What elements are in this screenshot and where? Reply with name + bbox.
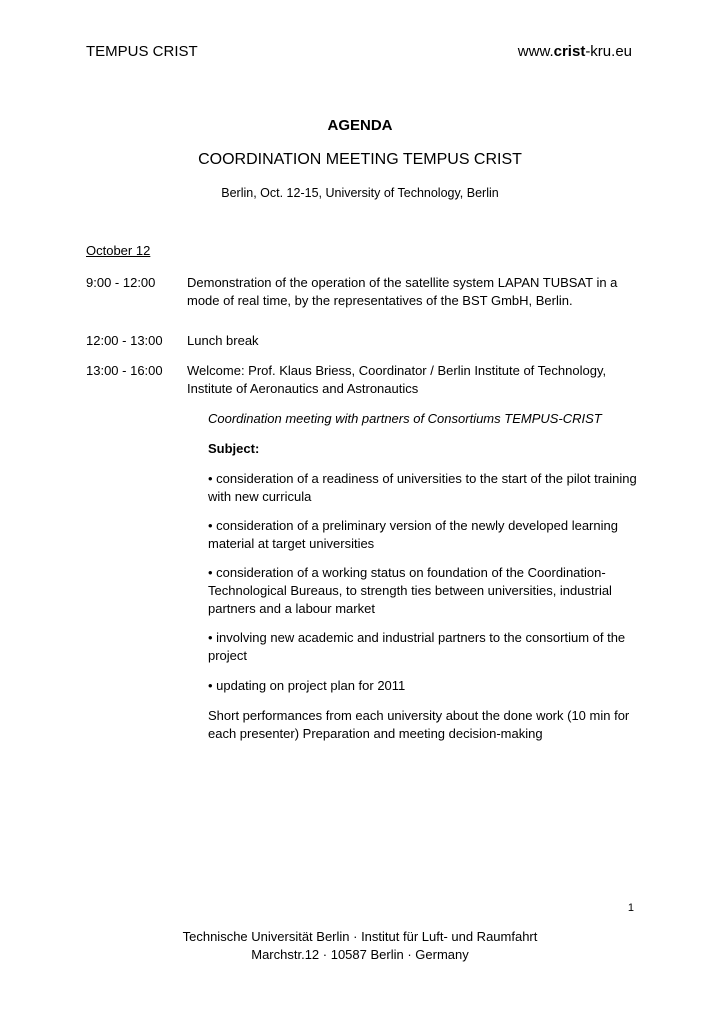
footer-line-1: Technische Universität Berlin · Institut für Luft- und Raumfahrt <box>182 929 538 944</box>
page-number: 1 <box>627 902 634 914</box>
list-item: • updating on project plan for 2011 <box>208 678 406 693</box>
header-left-title: TEMPUS CRIST <box>86 43 198 60</box>
subject-label: Subject: <box>208 441 260 456</box>
page-subtitle: COORDINATION MEETING TEMPUS CRIST <box>198 151 522 168</box>
footer-line-2: Marchstr.12 · 10587 Berlin · Germany <box>251 947 469 962</box>
url-bold: crist <box>553 43 586 60</box>
day-heading: October 12 <box>86 243 151 258</box>
list-item: • involving new academic and industrial partners to the consortium of the project <box>208 630 626 663</box>
agenda-description: Lunch break <box>187 333 259 348</box>
agenda-time: 12:00 - 13:00 <box>86 333 163 348</box>
closing-note: Short performances from each university about the done work (10 min for each presenter) Preparation and meeting decision-making <box>208 708 630 741</box>
agenda-description: Welcome: Prof. Klaus Briess, Coordinator / Berlin Institute of Technology, Institute of Aeronautics and Astronautics <box>187 363 607 396</box>
session-heading: Coordination meeting with partners of Consortiums TEMPUS-CRIST <box>208 411 602 426</box>
list-item: • consideration of a readiness of universities to the start of the pilot training with new curricula <box>208 471 637 504</box>
page-title: AGENDA <box>327 117 393 134</box>
list-item: • consideration of a working status on foundation of the Coordination-Technological Bureaus, to strength ties between universities, industrial partners and a labour market <box>208 565 612 616</box>
url-suffix: -kru.eu <box>585 43 632 60</box>
list-item: • consideration of a preliminary version of the newly developed learning material at target universities <box>208 518 618 551</box>
agenda-description: Demonstration of the operation of the satellite system LAPAN TUBSAT in a mode of real time, by the representatives of the BST GmbH, Berlin. <box>187 275 618 308</box>
venue-line: Berlin, Oct. 12-15, University of Technology, Berlin <box>221 186 499 200</box>
agenda-time: 9:00 - 12:00 <box>86 275 156 290</box>
agenda-time: 13:00 - 16:00 <box>86 363 163 378</box>
url-prefix: www. <box>517 43 554 60</box>
header-website[interactable] <box>518 43 632 60</box>
